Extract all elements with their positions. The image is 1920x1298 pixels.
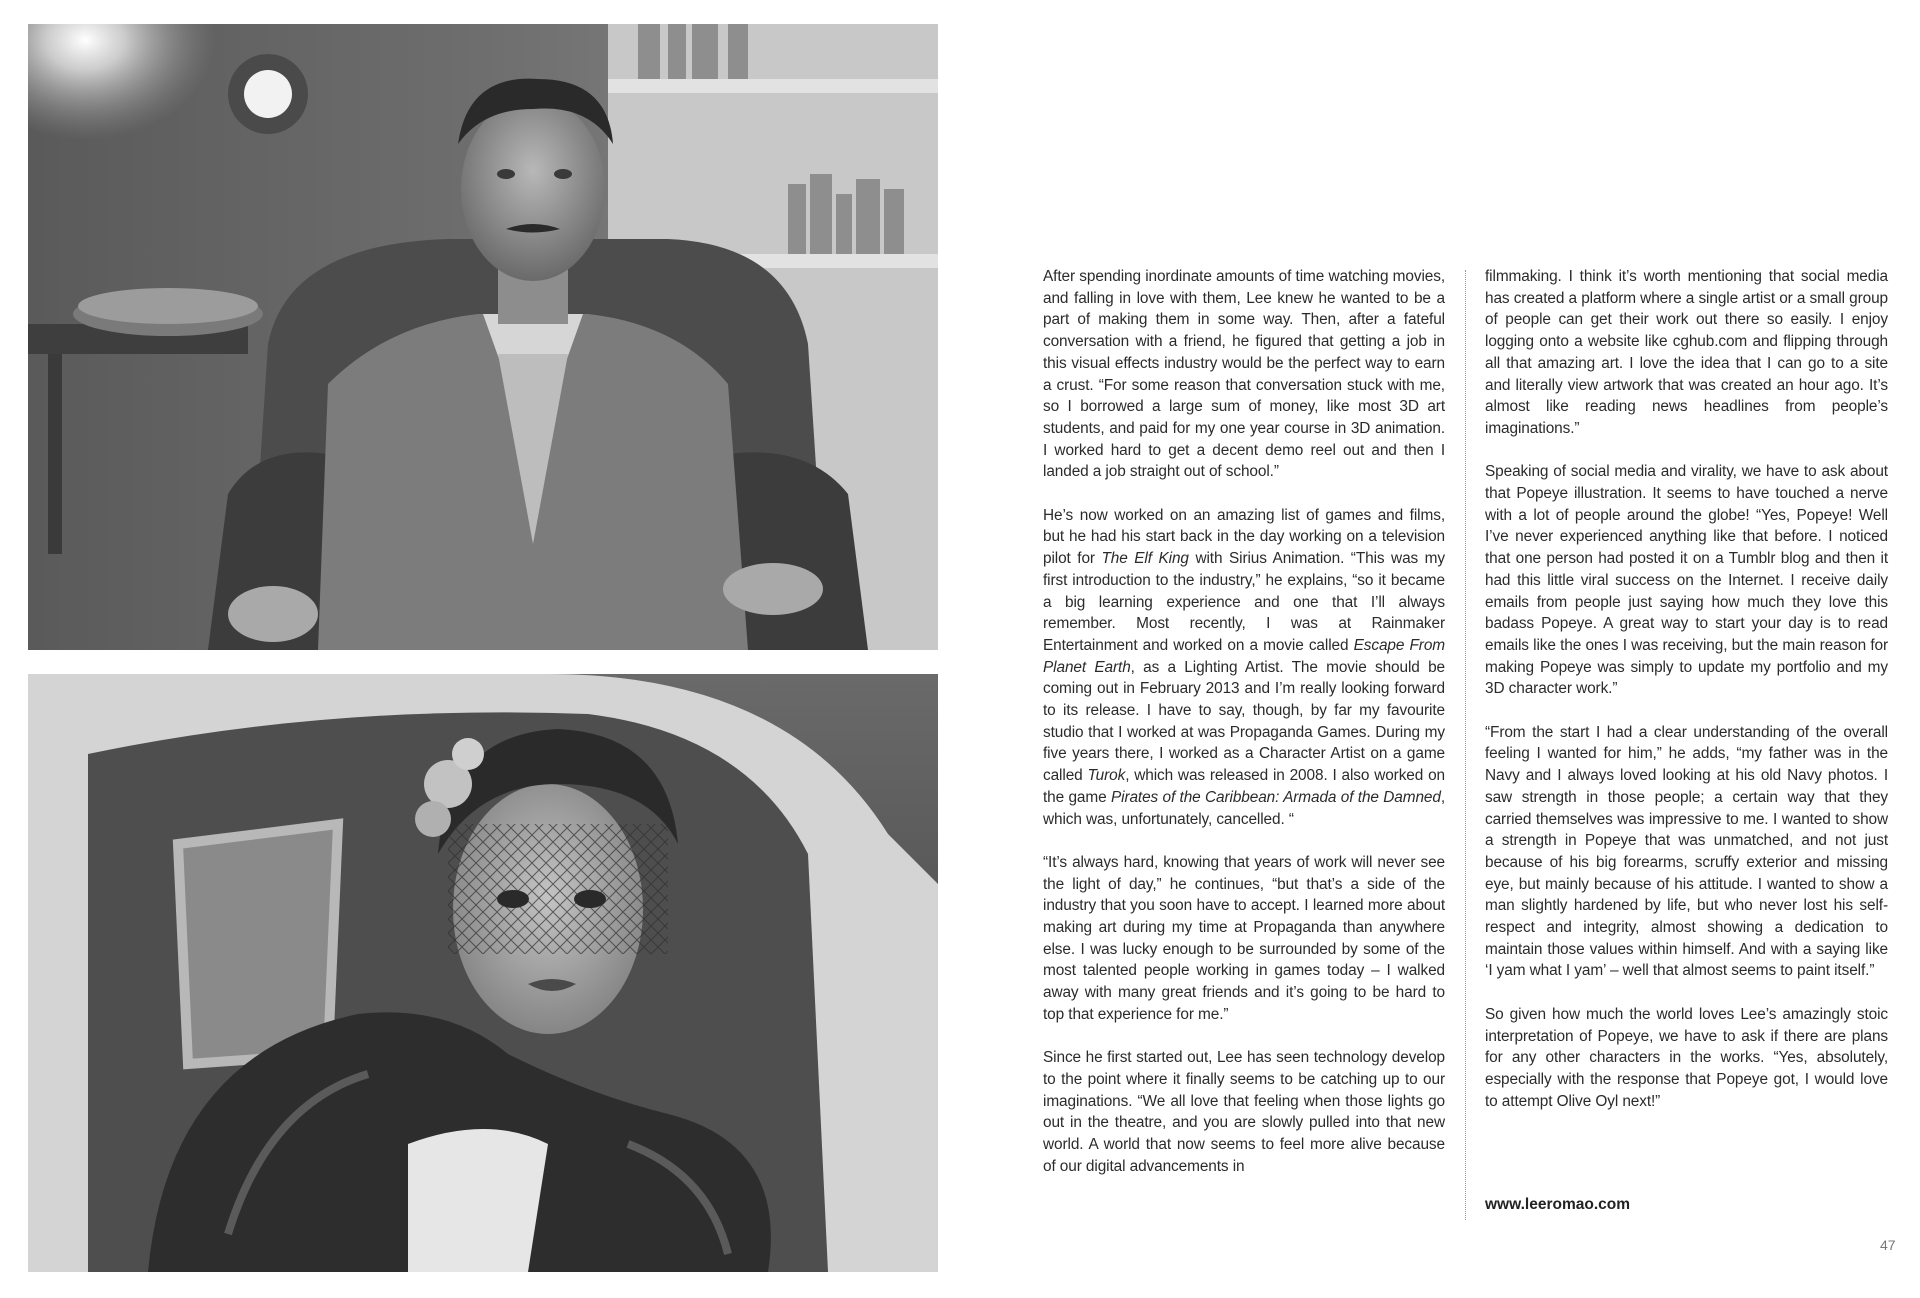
paragraph <box>1043 505 1445 831</box>
paragraph: Speaking of social media and virality, we have to ask about that Popeye illustration. It seems to have touched a nerve with a lot of people around the globe! “Yes, Popeye! Well I’ve never experienced anything like that before. I noticed that one person had posted it on a Tumblr blog and then it had this little viral success on the Internet. I receive daily emails from people just saying how much they love this badass Popeye. A great way to start your day is to read emails like the ones I was receiving, but the main reason for making Popeye was simply to update my portfolio and my 3D character work.” <box>1485 463 1888 698</box>
article-column-left <box>1043 266 1445 1177</box>
title-pirates-of-the-caribbean: Pirates of the Caribbean: Armada of the Damned <box>1110 788 1441 806</box>
illustration-man-in-armchair <box>28 24 938 650</box>
paragraph: “It’s always hard, knowing that years of work will never see the light of day,” he continues, “but that’s a side of the industry that you soon have to accept. I learned more about making art during my time at Propaganda than anywhere else. I was lucky enough to be surrounded by some of the most talented people working in games today – I walked away with many great friends and it’s going to be hard to top that experience for me.” <box>1043 853 1445 1023</box>
paragraph: After spending inordinate amounts of time watching movies, and falling in love with them, Lee knew he wanted to be a part of making them in some way. Then, after a fateful conversation with a friend, he figured that getting a job in this visual effects industry would be the perfect way to earn a crust. “For some reason that conversation stuck with me, so I borrowed a large sum of money, like most 3D art students, and paid for my one year course in 3D animation. I worked hard to get a decent demo reel out and then I landed a job straight out of school.” <box>1043 268 1445 481</box>
column-divider <box>1465 270 1466 1220</box>
paragraph: So given how much the world loves Lee’s amazingly stoic interpretation of Popeye, we have to ask if there are plans for any other characters in the works. “Yes, absolutely, especially with the response that Popeye got, I would love to attempt Olive Oyl next!” <box>1485 1005 1888 1110</box>
paragraph: “From the start I had a clear understanding of the overall feeling I wanted for him,” he adds, “my father was in the Navy and I always loved looking at his old Navy photos. I saw strength in those people; a certain way that they carried themselves was impressive to me. I wanted to show a strength in Popeye that was unmatched, and not just because of his big forearms, scruffy exterior and missing eye, but mainly because of his attitude. I wanted to show a man slightly hardened by life, but who never lost his self-respect and integrity, almost showing a dedication to maintain those values within himself. And with a saying like ‘I yam what I yam’ – well that almost seems to paint itself.” <box>1485 723 1888 980</box>
text-run: , which was, unfortunately, cancelled. “ <box>1043 788 1446 828</box>
title-the-elf-king: The Elf King <box>1101 550 1189 568</box>
title-turok: Turok <box>1087 767 1126 785</box>
paragraph: Since he first started out, Lee has seen technology develop to the point where it finally seems to be catching up to our imaginations. “We all love that feeling when those lights go out in the theatre, and you are slowly pulled into that new world. A world that now seems to feel more alive because of our digital advancements in <box>1043 1049 1445 1175</box>
text-run: , as a Lighting Artist. The movie should be coming out in February 2013 and I’m really looking forward to its release. I have to say, though, by far my favourite studio that I worked at was Propaganda Games. During my five years there, I worked as a Character Artist on a game called <box>1043 658 1445 785</box>
text-run: He’s now worked on an amazing list of games and films, but he had his start back in the day working on a television pilot for <box>1043 506 1445 568</box>
page-number: 47 <box>1880 1237 1896 1253</box>
man-armchair-artwork <box>28 24 938 650</box>
illustration-woman-in-car <box>28 674 938 1272</box>
website-link[interactable]: www.leeromao.com <box>1485 1196 1630 1213</box>
title-escape-from-planet-earth: Escape From Planet Earth <box>1043 636 1445 676</box>
paragraph: filmmaking. I think it’s worth mentioning that social media has created a platform where a single artist or a small group of people can get their work out there so easily. I enjoy logging onto a website like cghub.com and flipping through all that amazing art. I love the idea that I can go to a site and literally view artwork that was created an hour ago. It’s almost like reading news headlines from people’s imaginations.” <box>1485 268 1888 437</box>
woman-car-artwork <box>28 674 938 1272</box>
article-column-right <box>1485 266 1888 1112</box>
text-run: with Sirius Animation. “This was my first introduction to the industry,” he explains, “so it became a big learning experience and one that I’ll always remember. Most recently, I was at Rainmaker Entertainment and worked on a movie called <box>1043 550 1445 654</box>
text-run: , which was released in 2008. I also worked on the game <box>1043 767 1445 806</box>
